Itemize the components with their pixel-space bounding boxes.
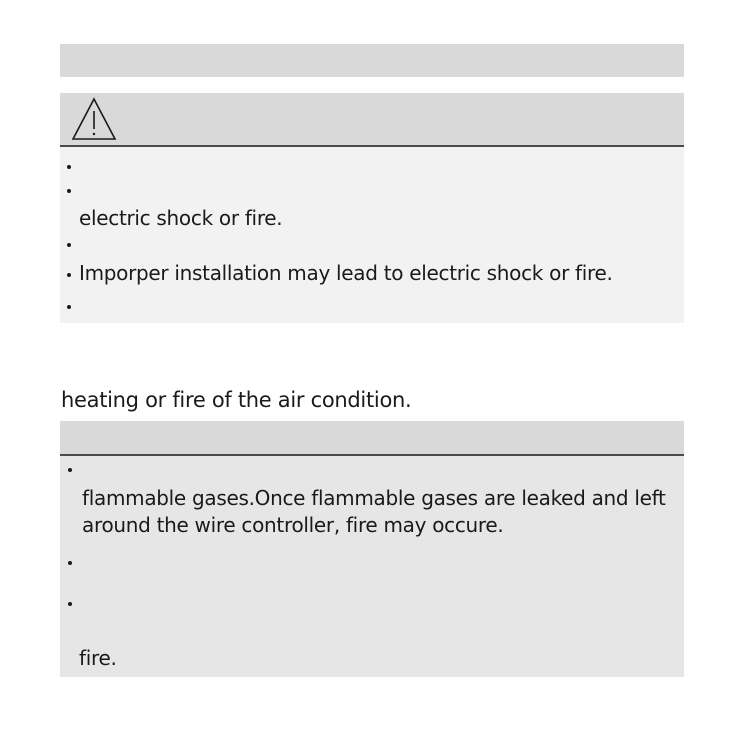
warning-panel-header — [60, 93, 684, 147]
top-header-bar — [60, 44, 684, 77]
caution-line-fire: fire. — [79, 646, 117, 670]
bullet — [67, 189, 71, 193]
bullet — [68, 468, 72, 472]
warning-triangle-icon — [71, 97, 117, 141]
bullet — [67, 305, 71, 309]
intro-text: heating or fire of the air condition. — [61, 388, 412, 412]
bullet — [68, 561, 72, 565]
bullet — [68, 602, 72, 606]
warning-line-installation: Imporper installation may lead to electric shock or fire. — [79, 261, 613, 285]
bullet — [67, 243, 71, 247]
caution-panel — [60, 421, 684, 677]
caution-panel-header — [60, 421, 684, 456]
warning-line-shock: electric shock or fire. — [79, 206, 283, 230]
bullet — [67, 165, 71, 169]
caution-line-gas-1: flammable gases.Once flammable gases are leaked and left — [82, 486, 666, 510]
warning-panel — [60, 93, 684, 323]
bullet — [67, 273, 71, 277]
caution-line-gas-2: around the wire controller, fire may occure. — [82, 513, 504, 537]
